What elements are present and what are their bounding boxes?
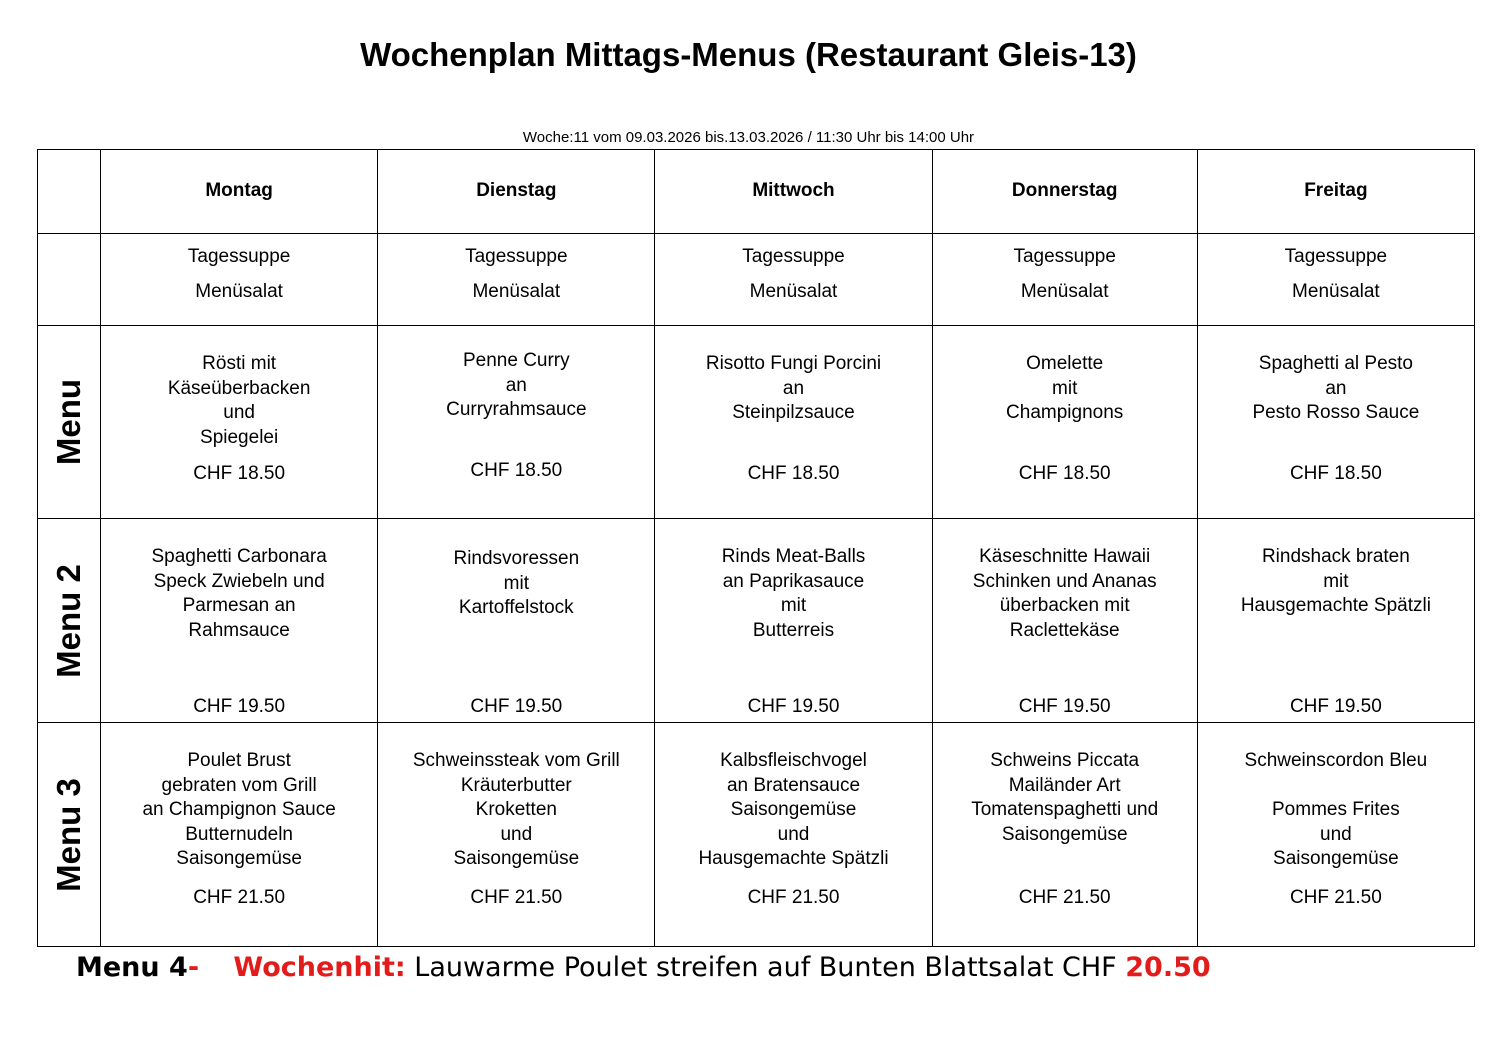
menu-cell [932,326,1197,519]
dish-line: Saisongemüse [730,799,857,820]
menu-row-label-cell [38,326,101,519]
week-info: Woche:11 vom 09.03.2026 bis.13.03.2026 / 11:30 Uhr bis 14:00 Uhr [522,129,975,146]
daily-soup: Tagessuppe [187,246,291,267]
dish-line: Rahmsauce [188,619,290,641]
dish-line: mit [1323,570,1349,592]
day-header-donnerstag: Donnerstag [932,150,1197,234]
dish-description [101,545,377,643]
dish-line: Rindshack braten [1261,546,1410,567]
price: CHF 21.50 [1018,887,1111,908]
dish-line: Saisongemüse [453,848,580,869]
menu-cell [101,519,378,723]
menu-row-label: Menu 3 [49,777,87,892]
dish-line [1198,774,1474,799]
weekly-hit-price: 20.50 [1125,952,1211,983]
dish-line: gebraten vom Grill [161,774,317,796]
dish-line: und [1320,823,1352,845]
menu-cell [932,723,1197,947]
price: CHF 18.50 [193,463,286,484]
day-header-montag: Montag [101,150,378,234]
dish-line: Hausgemachte Spätzli [698,848,889,869]
dish-line: Butternudeln [185,823,293,845]
header-row [38,150,1475,234]
weekly-special [76,952,1211,983]
menu-cell [378,519,655,723]
menu-salad: Menüsalat [195,280,283,302]
daily-soup: Tagessuppe [465,246,568,267]
menu-cell [655,326,932,519]
menu-salad: Menüsalat [749,280,838,302]
dish-line: an Bratensauce [726,774,861,796]
dish-line: Speck Zwiebeln und [153,570,325,592]
dish-line: Käseüberbacken [167,377,311,399]
dish-description [655,545,931,643]
dish-description [1198,749,1474,872]
price: CHF 21.50 [747,887,840,908]
dish-line: Poulet Brust [187,750,291,771]
weekly-hit-label: Wochenhit: [233,952,406,983]
dish-line: Schweinssteak vom Grill [412,750,620,771]
menu-row-2 [38,519,1475,723]
menu-row-1 [38,326,1475,519]
daily-soup: Tagessuppe [742,246,845,267]
dish-line: und [500,823,533,845]
dish-line: Raclettekäse [1009,619,1120,641]
dish-line: Steinpilzsauce [732,402,855,423]
dish-line: Butterreis [752,619,835,641]
dish-line: Saisongemüse [1001,823,1128,845]
dish-line: Rösti mit [202,353,277,374]
menu-row-label-cell [38,519,101,723]
dish-line: Schweinscordon Bleu [1244,750,1428,771]
price: CHF 19.50 [1289,696,1382,717]
dish-description [933,352,1197,426]
menu-cell [655,723,932,947]
dish-line: Champignons [1006,402,1124,423]
menu-cell [1197,723,1474,947]
menu-salad: Menüsalat [472,280,561,302]
dish-line: Spaghetti Carbonara [151,546,327,567]
menu-row-label: Menu 2 [49,563,87,678]
dish-line: Schweins Piccata [990,750,1140,771]
day-header-dienstag: Dienstag [378,150,655,234]
day-header-mittwoch: Mittwoch [655,150,932,234]
menu-row-3 [38,723,1475,947]
menu-cell [378,723,655,947]
dish-line: Risotto Fungi Porcini [705,353,882,374]
price: CHF 19.50 [193,696,286,717]
price: CHF 21.50 [193,887,286,908]
dish-line: Rinds Meat-Balls [721,546,866,567]
dish-line: überbacken mit [999,595,1130,616]
menu-cell [1197,519,1474,723]
dish-line: Kräuterbutter [460,774,572,796]
menu-cell [655,519,932,723]
dish-line: Kalbsfleischvogel [720,750,867,771]
menu-cell [1197,326,1474,519]
dish-line: an [782,377,805,399]
dish-line: Kartoffelstock [458,597,574,618]
dish-description [933,545,1197,643]
menu-row-label: Menu [49,378,87,466]
dish-line: Parmesan an [182,595,296,616]
menu-table [37,149,1475,947]
starter-cell-donnerstag [932,234,1197,326]
price: CHF 19.50 [470,696,563,717]
dish-line: an Champignon Sauce [142,799,336,820]
price: CHF 19.50 [1018,696,1111,717]
dish-line: an [505,374,527,396]
dish-description [1198,545,1474,619]
dish-line: und [223,402,255,423]
starter-label-cell [38,234,101,326]
price: CHF 21.50 [1289,887,1382,908]
dish-line: mit [503,572,529,594]
dish-line: Penne Curry [462,350,570,371]
dish-description [101,352,377,450]
dish-line: mit [1052,377,1078,399]
dish-description [101,749,377,872]
price: CHF 18.50 [747,463,840,484]
dish-line: Pesto Rosso Sauce [1252,402,1420,423]
price: CHF 18.50 [1289,463,1382,484]
corner-cell [38,150,101,234]
page-title: Wochenplan Mittags-Menus (Restaurant Gleis-13) [360,36,1137,73]
daily-soup: Tagessuppe [1284,246,1388,267]
dish-line: Tomatenspaghetti und [971,799,1159,820]
menu-salad: Menüsalat [1292,280,1380,302]
weekly-hit-description: Lauwarme Poulet streifen auf Bunten Blattsalat CHF [405,952,1126,983]
dish-line: Hausgemachte Spätzli [1240,595,1431,616]
starter-row [38,234,1475,326]
menu-cell [932,519,1197,723]
dish-line: Käseschnitte Hawaii [979,546,1151,567]
dish-description [655,352,931,426]
dish-line: an Paprikasauce [722,570,865,592]
starter-cell-mittwoch [655,234,932,326]
dish-line: Omelette [1026,353,1104,374]
dish-line: Spaghetti al Pesto [1258,353,1413,374]
day-header-freitag: Freitag [1197,150,1474,234]
menu4-label: Menu 4 [76,952,188,983]
dish-line: Curryrahmsauce [446,399,587,420]
menu-row-label-cell [38,723,101,947]
dish-line: Rindsvoressen [453,548,580,569]
menu-cell [101,723,378,947]
price: CHF 19.50 [747,696,840,717]
dish-line: Schinken und Ananas [972,570,1157,592]
dish-description [378,349,654,423]
menu-cell [101,326,378,519]
dish-description [378,547,654,621]
dish-description [1198,352,1474,426]
dish-line: Pommes Frites [1272,799,1400,820]
price: CHF 21.50 [470,887,563,908]
starter-cell-montag [101,234,378,326]
dish-line: mit [780,595,807,616]
dish-line: Kroketten [475,799,557,820]
daily-soup: Tagessuppe [1013,246,1116,267]
price: CHF 18.50 [470,460,563,481]
menu-cell [378,326,655,519]
dish-line: Saisongemüse [1273,848,1399,869]
dish-description [933,749,1197,847]
price: CHF 18.50 [1018,463,1111,484]
starter-cell-dienstag [378,234,655,326]
dish-line: an [1325,377,1347,399]
dish-line: Saisongemüse [176,848,302,869]
menu4-dash: - [187,952,200,983]
menu-salad: Menüsalat [1020,280,1109,302]
dish-line: Spiegelei [200,426,279,448]
dish-description [378,749,654,872]
dish-line: Mailänder Art [1008,774,1121,796]
dish-line: und [777,823,810,845]
dish-description [655,749,931,872]
starter-cell-freitag [1197,234,1474,326]
